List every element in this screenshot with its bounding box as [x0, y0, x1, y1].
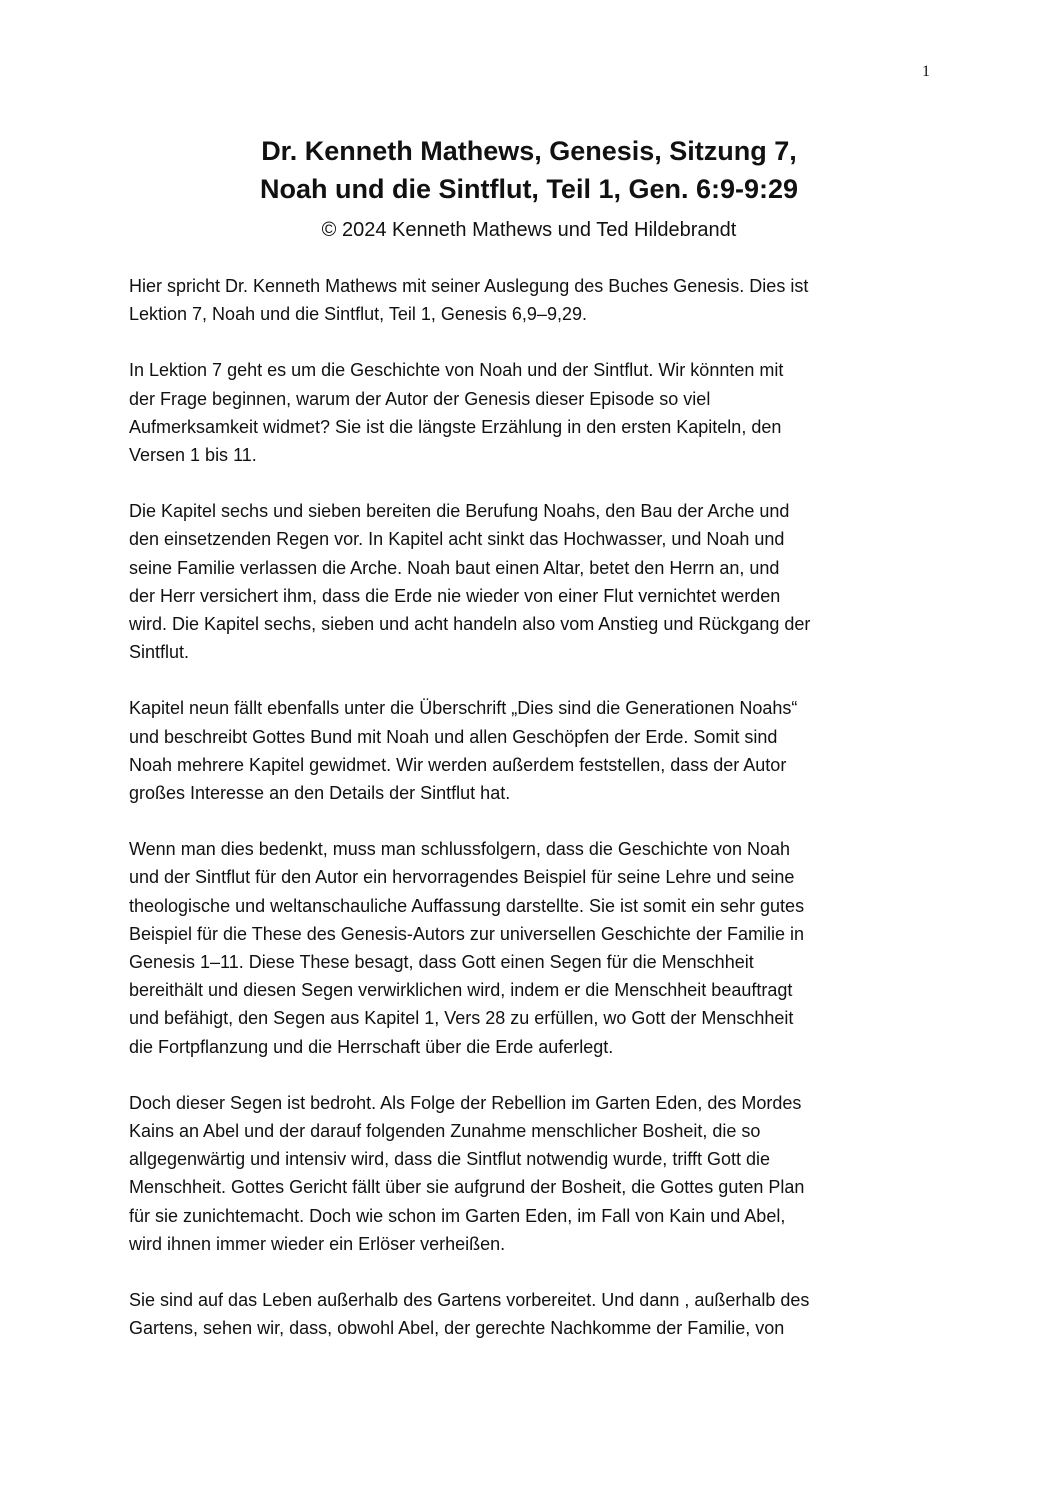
- text-line: Beispiel für die These des Genesis-Autors zur universellen Geschichte der Familie in: [129, 923, 804, 944]
- paragraph: [129, 272, 939, 328]
- text-line: und der Sintflut für den Autor ein hervorragendes Beispiel für seine Lehre und seine: [129, 867, 795, 888]
- text-line: Kapitel neun fällt ebenfalls unter die Überschrift „Dies sind die Generationen Noahs“: [129, 698, 798, 719]
- text-line: Die Kapitel sechs und sieben bereiten die Berufung Noahs, den Bau der Arche und: [129, 501, 790, 522]
- text-line: und beschreibt Gottes Bund mit Noah und allen Geschöpfen der Erde. Somit sind: [129, 726, 778, 747]
- paragraph: [129, 1286, 939, 1342]
- text-line: Kains an Abel und der darauf folgenden Zunahme menschlicher Bosheit, die so: [129, 1121, 761, 1142]
- text-line: und befähigt, den Segen aus Kapitel 1, Vers 28 zu erfüllen, wo Gott der Menschheit: [129, 1008, 794, 1029]
- text-line: Lektion 7, Noah und die Sintflut, Teil 1, Genesis 6,9–9,29.: [129, 304, 587, 325]
- text-line: allgegenwärtig und intensiv wird, dass die Sintflut notwendig wurde, trifft Gott die: [129, 1149, 771, 1170]
- paragraph: [129, 356, 939, 469]
- text-line: Sie sind auf das Leben außerhalb des Gartens vorbereitet. Und dann , außerhalb des: [129, 1290, 810, 1311]
- text-line: In Lektion 7 geht es um die Geschichte von Noah und der Sintflut. Wir könnten mit: [129, 360, 784, 381]
- title-line-1: Dr. Kenneth Mathews, Genesis, Sitzung 7,: [261, 136, 797, 166]
- text-line: Wenn man dies bedenkt, muss man schlussfolgern, dass die Geschichte von Noah: [129, 839, 791, 860]
- text-line: Menschheit. Gottes Gericht fällt über sie aufgrund der Bosheit, die Gottes guten Plan: [129, 1177, 805, 1198]
- text-line: großes Interesse an den Details der Sintflut hat.: [129, 783, 511, 804]
- text-line: theologische und weltanschauliche Auffassung darstellte. Sie ist somit ein sehr gutes: [129, 895, 805, 916]
- text-line: bereithält und diesen Segen verwirklichen wird, indem er die Menschheit beauftragt: [129, 980, 793, 1001]
- document-body: [129, 272, 939, 1371]
- text-line: wird ihnen immer wieder ein Erlöser verheißen.: [129, 1233, 506, 1254]
- paragraph: [129, 835, 939, 1061]
- document-title: [0, 132, 1058, 208]
- paragraph: [129, 497, 939, 666]
- paragraph: [129, 694, 939, 807]
- text-line: Doch dieser Segen ist bedroht. Als Folge der Rebellion im Garten Eden, des Mordes: [129, 1092, 802, 1113]
- text-line: Genesis 1–11. Diese These besagt, dass Gott einen Segen für die Menschheit: [129, 952, 754, 973]
- text-line: seine Familie verlassen die Arche. Noah baut einen Altar, betet den Herrn an, und: [129, 557, 780, 578]
- text-line: wird. Die Kapitel sechs, sieben und acht handeln also vom Anstieg und Rückgang der: [129, 614, 811, 635]
- text-line: die Fortpflanzung und die Herrschaft über die Erde auferlegt.: [129, 1036, 614, 1057]
- text-line: Gartens, sehen wir, dass, obwohl Abel, der gerechte Nachkomme der Familie, von: [129, 1318, 785, 1339]
- text-line: Hier spricht Dr. Kenneth Mathews mit seiner Auslegung des Buches Genesis. Dies ist: [129, 276, 809, 296]
- text-line: der Frage beginnen, warum der Autor der Genesis dieser Episode so viel: [129, 388, 711, 409]
- text-line: für sie zunichtemacht. Doch wie schon im Garten Eden, im Fall von Kain und Abel,: [129, 1205, 786, 1226]
- text-line: Versen 1 bis 11.: [129, 445, 257, 466]
- text-line: den einsetzenden Regen vor. In Kapitel acht sinkt das Hochwasser, und Noah und: [129, 529, 785, 550]
- page-number: 1: [922, 63, 930, 80]
- text-line: Aufmerksamkeit widmet? Sie ist die längste Erzählung in den ersten Kapiteln, den: [129, 416, 782, 437]
- paragraph: [129, 1089, 939, 1258]
- copyright-notice: © 2024 Kenneth Mathews und Ted Hildebrandt: [321, 219, 737, 241]
- title-line-2: Noah und die Sintflut, Teil 1, Gen. 6:9-9:29: [259, 174, 799, 204]
- text-line: der Herr versichert ihm, dass die Erde nie wieder von einer Flut vernichtet werden: [129, 585, 781, 606]
- text-line: Noah mehrere Kapitel gewidmet. Wir werden außerdem feststellen, dass der Autor: [129, 754, 787, 775]
- text-line: Sintflut.: [129, 642, 190, 663]
